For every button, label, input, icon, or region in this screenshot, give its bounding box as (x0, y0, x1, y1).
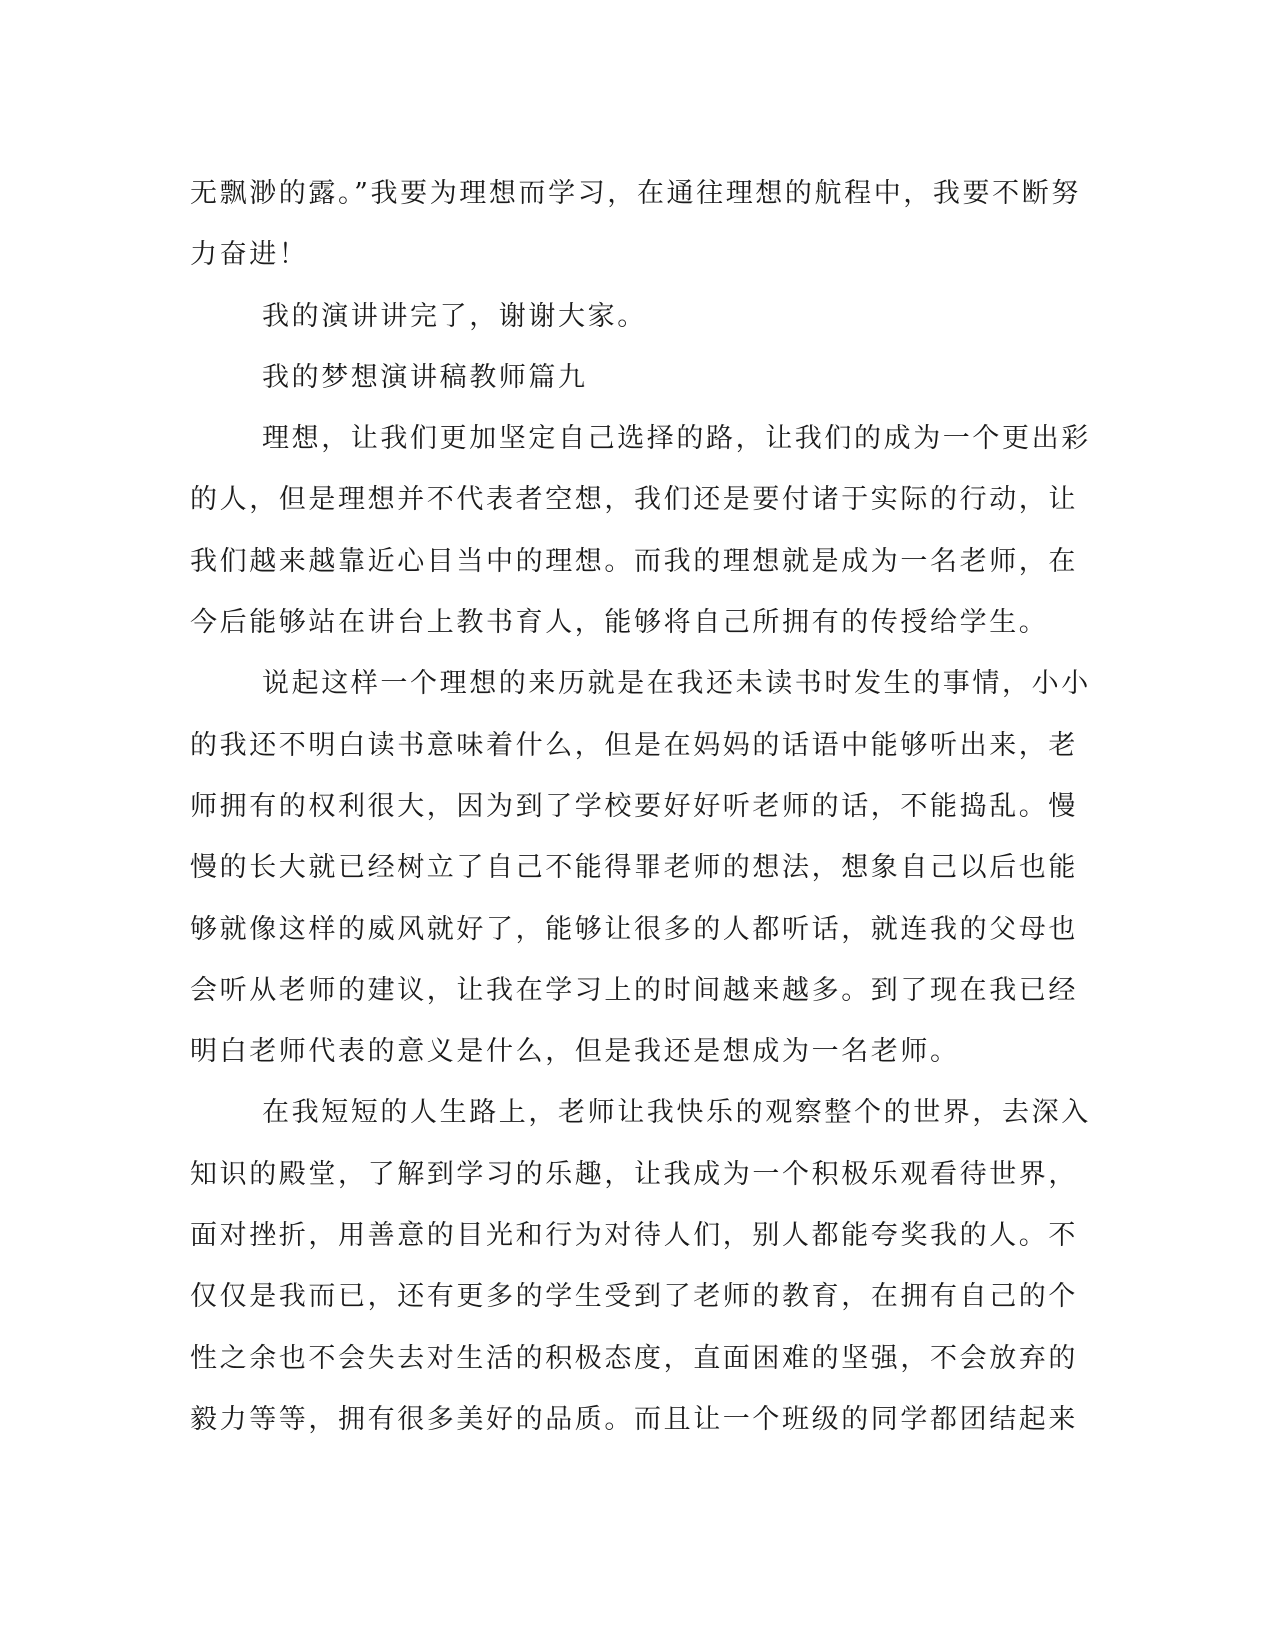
text-line-14: 会听从老师的建议，让我在学习上的时间越来越多。到了现在我已经 (190, 974, 1078, 1006)
text-line-8: 今后能够站在讲台上教书育人，能够将自己所拥有的传授给学生。 (190, 607, 1049, 639)
document-body (190, 163, 1091, 1450)
text-line-20: 性之余也不会失去对生活的积极态度，直面困难的坚强，不会放弃的 (190, 1342, 1078, 1374)
text-line-5: 理想，让我们更加坚定自己选择的路，让我们的成为一个更出彩 (262, 423, 1091, 455)
text-line-1: 无飘渺的露。”我要为理想而学习，在通往理想的航程中，我要不断努 (190, 178, 1081, 209)
section-heading: 我的梦想演讲稿教师篇九 (262, 361, 588, 393)
text-line-15: 明白老师代表的意义是什么，但是我还是想成为一名老师。 (190, 1036, 960, 1068)
text-line-11: 师拥有的权利很大，因为到了学校要好好听老师的话，不能捣乱。慢 (190, 790, 1078, 822)
text-line-16: 在我短短的人生路上，老师让我快乐的观察整个的世界，去深入 (262, 1097, 1091, 1129)
text-line-17: 知识的殿堂，了解到学习的乐趣，让我成为一个积极乐观看待世界， (190, 1158, 1078, 1190)
text-line-2: 力奋进！ (190, 239, 309, 271)
text-line-19: 仅仅是我而已，还有更多的学生受到了老师的教育，在拥有自己的个 (190, 1281, 1078, 1313)
text-line-12: 慢的长大就已经树立了自己不能得罪老师的想法，想象自己以后也能 (190, 852, 1078, 884)
text-line-10: 的我还不明白读书意味着什么，但是在妈妈的话语中能够听出来，老 (190, 729, 1078, 761)
text-line-6: 的人，但是理想并不代表者空想，我们还是要付诸于实际的行动，让 (190, 484, 1078, 516)
text-line-21: 毅力等等，拥有很多美好的品质。而且让一个班级的同学都团结起来 (190, 1403, 1078, 1435)
text-line-9: 说起这样一个理想的来历就是在我还未读书时发生的事情，小小 (262, 668, 1091, 700)
text-line-7: 我们越来越靠近心目当中的理想。而我的理想就是成为一名老师，在 (190, 545, 1078, 577)
text-line-18: 面对挫折，用善意的目光和行为对待人们，别人都能夸奖我的人。不 (190, 1220, 1078, 1252)
text-line-13: 够就像这样的威风就好了，能够让很多的人都听话，就连我的父母也 (190, 913, 1078, 945)
text-line-3: 我的演讲讲完了，谢谢大家。 (262, 300, 647, 332)
